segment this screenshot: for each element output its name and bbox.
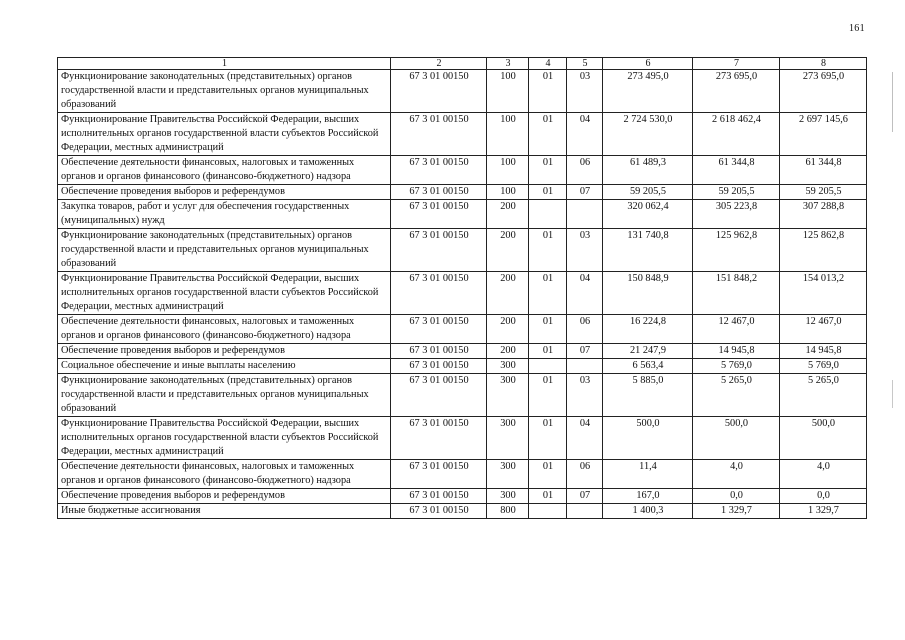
cell-subsection: 04 — [567, 113, 603, 156]
cell-name: Обеспечение проведения выборов и референдумов — [58, 344, 391, 359]
cell-section: 01 — [529, 113, 567, 156]
cell-name: Социальное обеспечение и иные выплаты населению — [58, 359, 391, 374]
cell-expense-type: 200 — [487, 344, 529, 359]
cell-amount-col7: 59 205,5 — [693, 185, 780, 200]
page-number: 161 — [849, 23, 865, 34]
cell-subsection: 06 — [567, 156, 603, 185]
cell-expense-type: 100 — [487, 113, 529, 156]
cell-target-code: 67 3 01 00150 — [391, 504, 487, 519]
cell-subsection: 03 — [567, 70, 603, 113]
cell-name: Обеспечение деятельности финансовых, налоговых и таможенных органов и органов финансового (финансово-бюджетного) надзора — [58, 315, 391, 344]
cell-amount-col7: 500,0 — [693, 417, 780, 460]
cell-amount-col6: 131 740,8 — [603, 229, 693, 272]
cell-subsection — [567, 359, 603, 374]
cell-subsection: 07 — [567, 489, 603, 504]
cell-amount-col8: 5 265,0 — [780, 374, 867, 417]
cell-amount-col8: 273 695,0 — [780, 70, 867, 113]
cell-amount-col8: 12 467,0 — [780, 315, 867, 344]
cell-target-code: 67 3 01 00150 — [391, 374, 487, 417]
header-col-3: 3 — [487, 58, 529, 70]
cell-target-code: 67 3 01 00150 — [391, 113, 487, 156]
cell-section: 01 — [529, 374, 567, 417]
cell-section — [529, 359, 567, 374]
cell-amount-col7: 0,0 — [693, 489, 780, 504]
cell-target-code: 67 3 01 00150 — [391, 359, 487, 374]
cell-target-code: 67 3 01 00150 — [391, 156, 487, 185]
cell-amount-col8: 307 288,8 — [780, 200, 867, 229]
cell-subsection — [567, 200, 603, 229]
table-header — [58, 58, 867, 70]
cell-expense-type: 200 — [487, 200, 529, 229]
cell-amount-col8: 5 769,0 — [780, 359, 867, 374]
cell-name: Обеспечение проведения выборов и референдумов — [58, 489, 391, 504]
cell-amount-col6: 150 848,9 — [603, 272, 693, 315]
cell-target-code: 67 3 01 00150 — [391, 70, 487, 113]
table-row — [58, 359, 867, 374]
cell-expense-type: 200 — [487, 229, 529, 272]
header-col-7: 7 — [693, 58, 780, 70]
cell-amount-col6: 6 563,4 — [603, 359, 693, 374]
scan-margin-line — [892, 380, 893, 408]
cell-subsection: 07 — [567, 185, 603, 200]
cell-subsection: 04 — [567, 417, 603, 460]
cell-expense-type: 200 — [487, 315, 529, 344]
cell-expense-type: 100 — [487, 156, 529, 185]
cell-section: 01 — [529, 417, 567, 460]
cell-subsection: 03 — [567, 374, 603, 417]
cell-name: Функционирование Правительства Российской Федерации, высших исполнительных органов государственной власти субъектов Российской Федерации, местных администраций — [58, 272, 391, 315]
table-row — [58, 185, 867, 200]
table-row — [58, 344, 867, 359]
table-row — [58, 504, 867, 519]
header-col-5: 5 — [567, 58, 603, 70]
header-col-6: 6 — [603, 58, 693, 70]
cell-section: 01 — [529, 70, 567, 113]
cell-amount-col7: 4,0 — [693, 460, 780, 489]
cell-target-code: 67 3 01 00150 — [391, 489, 487, 504]
cell-amount-col8: 1 329,7 — [780, 504, 867, 519]
cell-subsection: 03 — [567, 229, 603, 272]
cell-subsection — [567, 504, 603, 519]
table-row — [58, 460, 867, 489]
table-row — [58, 374, 867, 417]
header-col-1: 1 — [58, 58, 391, 70]
table-row — [58, 70, 867, 113]
cell-amount-col6: 273 495,0 — [603, 70, 693, 113]
cell-amount-col8: 500,0 — [780, 417, 867, 460]
cell-amount-col7: 5 769,0 — [693, 359, 780, 374]
cell-subsection: 07 — [567, 344, 603, 359]
cell-section: 01 — [529, 185, 567, 200]
cell-target-code: 67 3 01 00150 — [391, 185, 487, 200]
cell-target-code: 67 3 01 00150 — [391, 417, 487, 460]
cell-amount-col8: 59 205,5 — [780, 185, 867, 200]
cell-target-code: 67 3 01 00150 — [391, 272, 487, 315]
cell-amount-col7: 305 223,8 — [693, 200, 780, 229]
cell-expense-type: 300 — [487, 359, 529, 374]
cell-amount-col6: 167,0 — [603, 489, 693, 504]
cell-section: 01 — [529, 460, 567, 489]
cell-name: Закупка товаров, работ и услуг для обеспечения государственных (муниципальных) нужд — [58, 200, 391, 229]
cell-name: Обеспечение деятельности финансовых, налоговых и таможенных органов и органов финансового (финансово-бюджетного) надзора — [58, 460, 391, 489]
cell-amount-col6: 21 247,9 — [603, 344, 693, 359]
table-row — [58, 113, 867, 156]
table-row — [58, 489, 867, 504]
cell-amount-col8: 14 945,8 — [780, 344, 867, 359]
table-body — [58, 70, 867, 519]
cell-amount-col8: 2 697 145,6 — [780, 113, 867, 156]
cell-name: Обеспечение деятельности финансовых, налоговых и таможенных органов и органов финансового (финансово-бюджетного) надзора — [58, 156, 391, 185]
cell-amount-col6: 11,4 — [603, 460, 693, 489]
cell-expense-type: 300 — [487, 489, 529, 504]
cell-target-code: 67 3 01 00150 — [391, 460, 487, 489]
cell-target-code: 67 3 01 00150 — [391, 200, 487, 229]
cell-expense-type: 300 — [487, 460, 529, 489]
cell-target-code: 67 3 01 00150 — [391, 344, 487, 359]
cell-amount-col7: 5 265,0 — [693, 374, 780, 417]
cell-amount-col8: 125 862,8 — [780, 229, 867, 272]
cell-section — [529, 200, 567, 229]
cell-amount-col6: 1 400,3 — [603, 504, 693, 519]
scan-margin-line — [892, 72, 893, 132]
cell-name: Функционирование законодательных (представительных) органов государственной власти и представительных органов муниципальных образований — [58, 229, 391, 272]
cell-amount-col6: 320 062,4 — [603, 200, 693, 229]
cell-section: 01 — [529, 229, 567, 272]
cell-section: 01 — [529, 272, 567, 315]
cell-section: 01 — [529, 489, 567, 504]
cell-amount-col7: 2 618 462,4 — [693, 113, 780, 156]
cell-name: Функционирование законодательных (представительных) органов государственной власти и представительных органов муниципальных образований — [58, 70, 391, 113]
cell-amount-col6: 61 489,3 — [603, 156, 693, 185]
cell-subsection: 06 — [567, 315, 603, 344]
cell-amount-col8: 61 344,8 — [780, 156, 867, 185]
cell-target-code: 67 3 01 00150 — [391, 315, 487, 344]
cell-name: Функционирование законодательных (представительных) органов государственной власти и представительных органов муниципальных образований — [58, 374, 391, 417]
cell-expense-type: 100 — [487, 185, 529, 200]
cell-name: Обеспечение проведения выборов и референдумов — [58, 185, 391, 200]
cell-subsection: 06 — [567, 460, 603, 489]
cell-amount-col7: 1 329,7 — [693, 504, 780, 519]
cell-amount-col8: 0,0 — [780, 489, 867, 504]
cell-section: 01 — [529, 315, 567, 344]
cell-amount-col7: 151 848,2 — [693, 272, 780, 315]
cell-section — [529, 504, 567, 519]
cell-expense-type: 200 — [487, 272, 529, 315]
cell-amount-col7: 125 962,8 — [693, 229, 780, 272]
cell-expense-type: 100 — [487, 70, 529, 113]
cell-amount-col8: 4,0 — [780, 460, 867, 489]
header-col-2: 2 — [391, 58, 487, 70]
table-row — [58, 272, 867, 315]
cell-expense-type: 300 — [487, 374, 529, 417]
cell-amount-col6: 500,0 — [603, 417, 693, 460]
cell-amount-col6: 16 224,8 — [603, 315, 693, 344]
table-row — [58, 315, 867, 344]
cell-amount-col7: 14 945,8 — [693, 344, 780, 359]
table-row — [58, 200, 867, 229]
table-row — [58, 417, 867, 460]
cell-name: Функционирование Правительства Российской Федерации, высших исполнительных органов государственной власти субъектов Российской Федерации, местных администраций — [58, 417, 391, 460]
cell-expense-type: 800 — [487, 504, 529, 519]
header-row — [58, 58, 867, 70]
cell-expense-type: 300 — [487, 417, 529, 460]
cell-amount-col8: 154 013,2 — [780, 272, 867, 315]
cell-amount-col7: 61 344,8 — [693, 156, 780, 185]
cell-subsection: 04 — [567, 272, 603, 315]
cell-amount-col7: 12 467,0 — [693, 315, 780, 344]
cell-target-code: 67 3 01 00150 — [391, 229, 487, 272]
cell-section: 01 — [529, 344, 567, 359]
cell-amount-col6: 5 885,0 — [603, 374, 693, 417]
table-row — [58, 229, 867, 272]
cell-section: 01 — [529, 156, 567, 185]
cell-amount-col7: 273 695,0 — [693, 70, 780, 113]
cell-amount-col6: 2 724 530,0 — [603, 113, 693, 156]
cell-name: Иные бюджетные ассигнования — [58, 504, 391, 519]
cell-name: Функционирование Правительства Российской Федерации, высших исполнительных органов государственной власти субъектов Российской Федерации, местных администраций — [58, 113, 391, 156]
cell-amount-col6: 59 205,5 — [603, 185, 693, 200]
table-row — [58, 156, 867, 185]
header-col-4: 4 — [529, 58, 567, 70]
header-col-8: 8 — [780, 58, 867, 70]
budget-table — [57, 57, 867, 519]
